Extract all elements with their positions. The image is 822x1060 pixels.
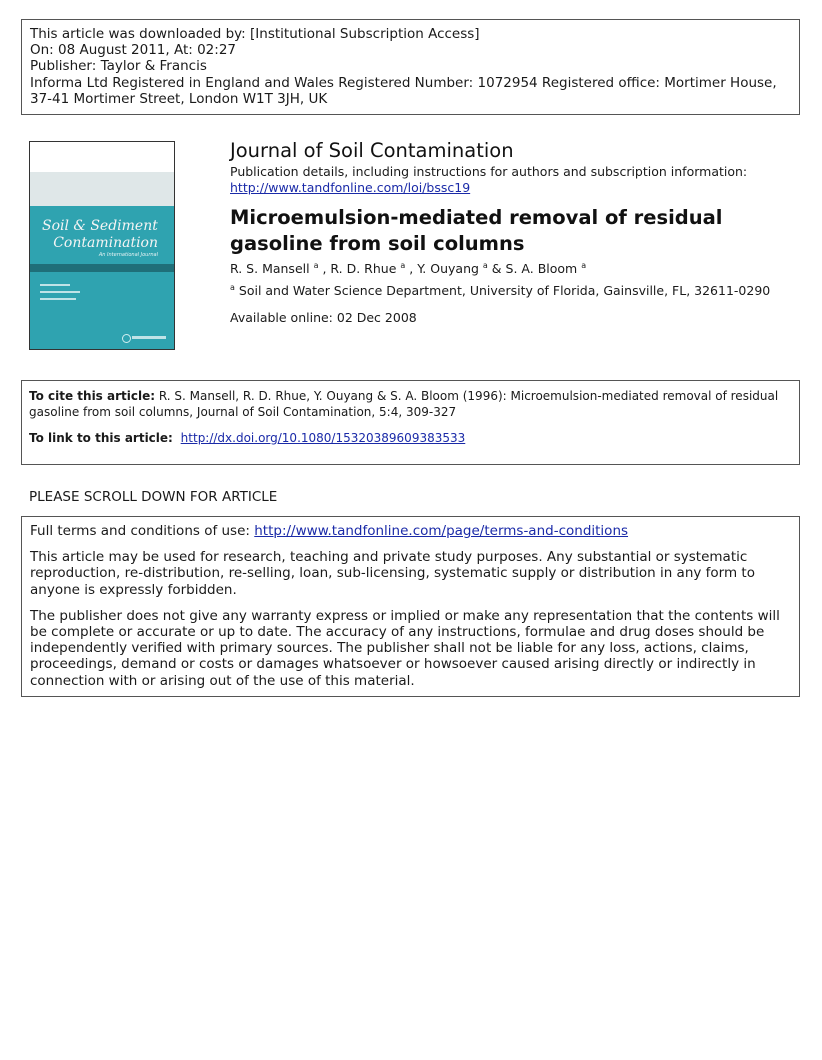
affiliation-text: Soil and Water Science Department, University of Florida, Gainsville, FL, 32611‐0290 [238, 283, 771, 298]
journal-link[interactable]: http://www.tandfonline.com/loi/bssc19 [230, 180, 471, 195]
cover-band [30, 264, 174, 272]
author-affiliation-mark: a [400, 261, 406, 270]
usage-paragraph: This article may be used for research, teaching and private study purposes. Any substantial or systematic reproduction, re-distribution, re-selling, loan, sub-licensing, systematic supply or distribution in any form to anyone is expressly forbidden. [30, 549, 755, 598]
cover-subtitle: An International Journal [98, 252, 158, 258]
available-online: Available online: 02 Dec 2008 [230, 310, 417, 325]
cover-title-line1: Soil & Sediment [42, 218, 158, 234]
cover-text-line [132, 336, 166, 339]
author-name: S. A. Bloom [505, 261, 578, 276]
publisher-logo-icon [122, 334, 131, 343]
author-separator: & [487, 261, 506, 276]
doi-link[interactable]: http://dx.doi.org/10.1080/15320389609383533 [180, 431, 466, 445]
cite-label: To cite this article: [29, 389, 156, 403]
author-name: R. S. Mansell [230, 261, 310, 276]
download-info-box [21, 19, 800, 115]
citation-box [21, 380, 800, 465]
author-name: R. D. Rhue [330, 261, 397, 276]
registration-info: Informa Ltd Registered in England and Wales Registered Number: 1072954 Registered office: Mortimer House, [30, 74, 777, 91]
cover-title-line2: Contamination [53, 235, 158, 251]
author-separator: , [318, 261, 331, 276]
cover-text-line [40, 284, 70, 286]
registered-address: 37-41 Mortimer Street, London W1T 3JH, UK [30, 90, 328, 107]
journal-cover-image [29, 141, 175, 350]
author-list [230, 261, 586, 276]
cover-text-line [40, 291, 80, 293]
cover-title [42, 218, 172, 252]
link-label: To link to this article: [29, 431, 173, 445]
author-name: Y. Ouyang [417, 261, 479, 276]
publication-details: Publication details, including instructions for authors and subscription information: [230, 164, 748, 179]
author-affiliation-mark: a [313, 261, 319, 270]
journal-title: Journal of Soil Contamination [230, 139, 514, 162]
terms-intro: Full terms and conditions of use: [30, 523, 250, 539]
terms-link[interactable]: http://www.tandfonline.com/page/terms-and-conditions [254, 523, 629, 539]
cover-text-line [40, 298, 76, 300]
download-line: This article was downloaded by: [Institutional Subscription Access] [30, 26, 480, 42]
terms-box [21, 516, 800, 697]
author-separator: , [405, 261, 418, 276]
affiliation-mark: a [230, 283, 235, 292]
author-affiliation-mark: a [581, 261, 587, 270]
citation [29, 388, 791, 420]
terms-intro-line [30, 523, 791, 539]
author-affiliation-mark: a [482, 261, 488, 270]
scroll-note: PLEASE SCROLL DOWN FOR ARTICLE [29, 489, 278, 505]
cite-text: R. S. Mansell, R. D. Rhue, Y. Ouyang & S. A. Bloom (1996): Microemulsion‐mediated removal of residual gasoline from soil columns, Journal of Soil Contamination, 5:4, 309-327 [29, 389, 779, 419]
publisher: Publisher: Taylor & Francis [30, 58, 207, 75]
affiliation [230, 283, 770, 298]
download-date: On: 08 August 2011, At: 02:27 [30, 42, 237, 59]
article-link-line [29, 430, 791, 446]
disclaimer-paragraph: The publisher does not give any warranty express or implied or make any representation that the contents will be complete or accurate or up to date. The accuracy of any instructions, formulae and drug doses should be independently verified with primary sources. The publisher shall not be liable for any loss, actions, claims, proceedings, demand or costs or damages whatsoever or howsoever caused arising directly or indirectly in connection with or arising out of the use of this material. [30, 607, 780, 689]
article-title: Microemulsion‐mediated removal of residual gasoline from soil columns [230, 206, 723, 255]
